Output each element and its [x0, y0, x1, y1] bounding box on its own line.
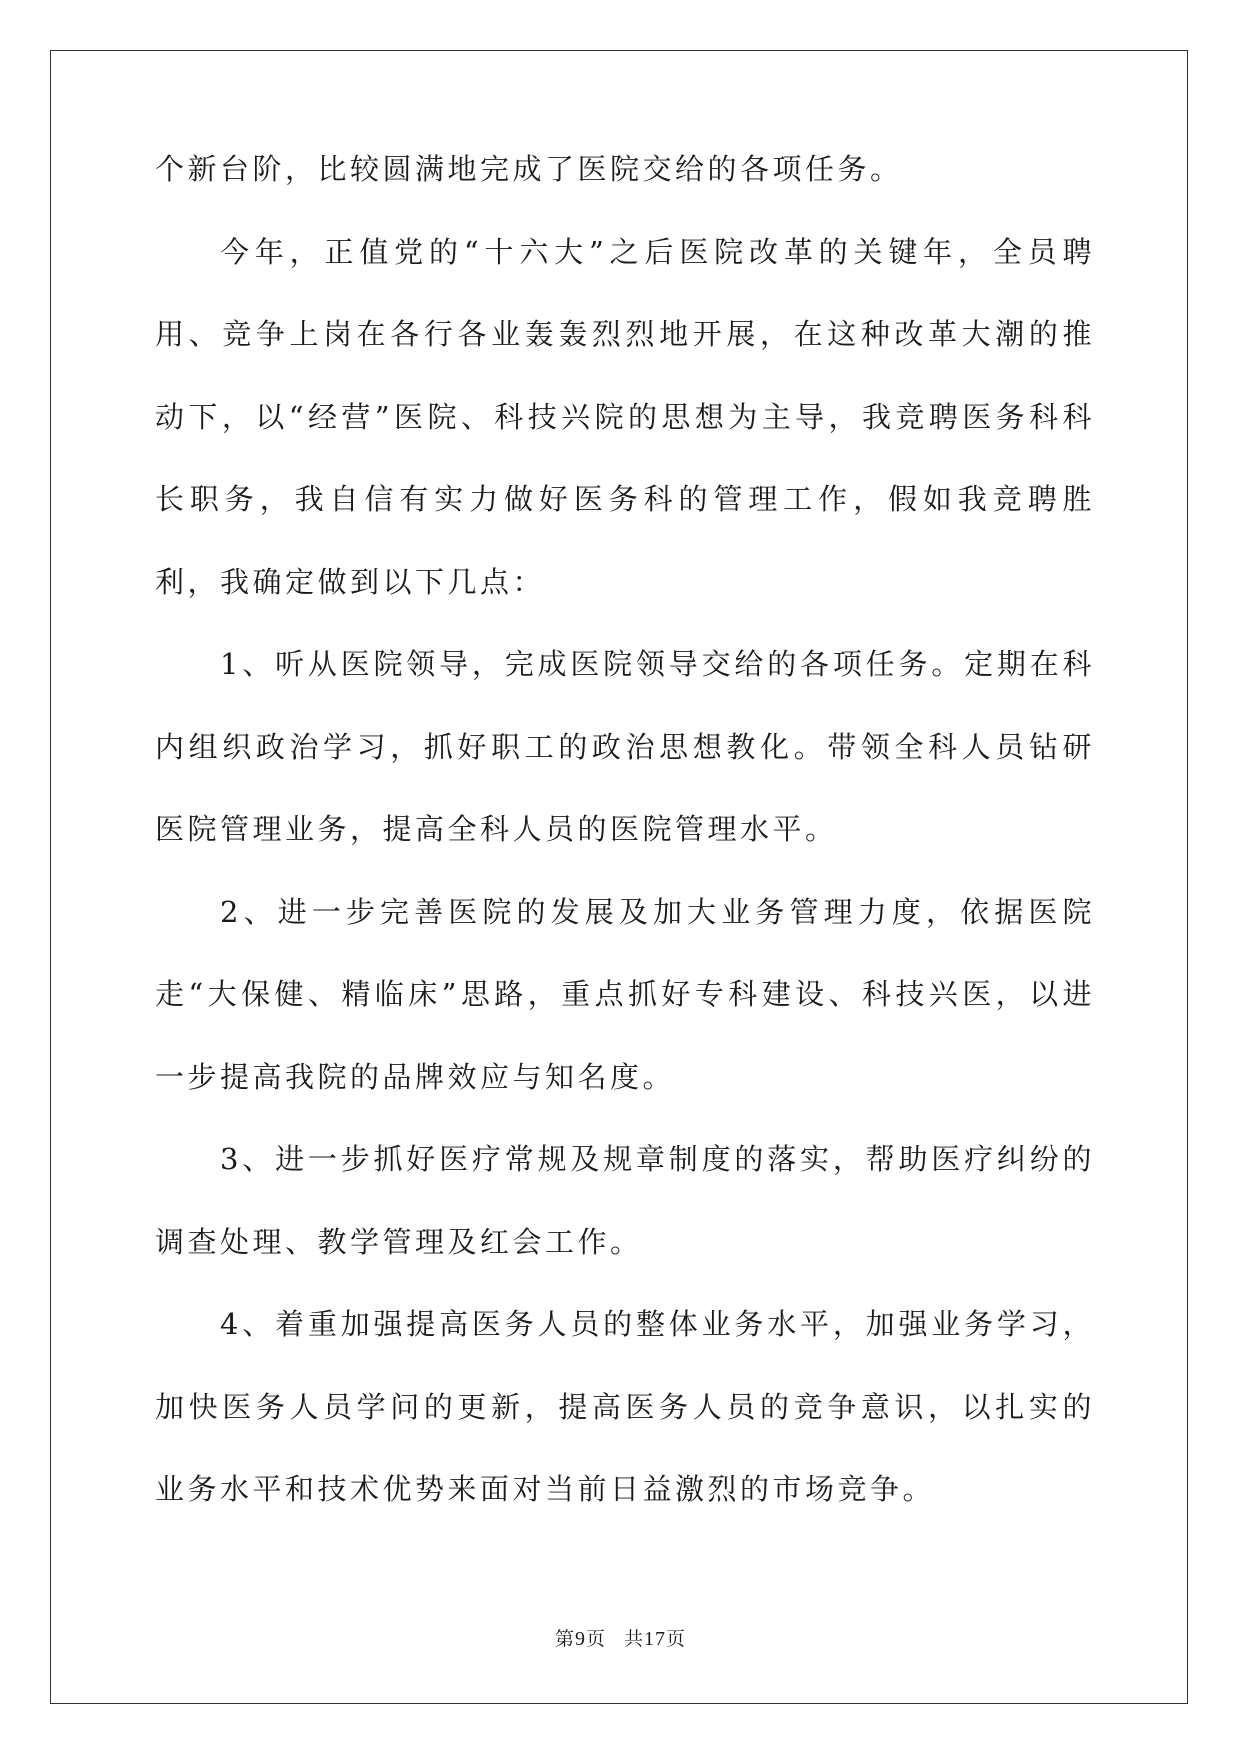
page-label-prefix: 第 [554, 1628, 575, 1650]
total-label-prefix: 共 [624, 1628, 645, 1650]
paragraph-continuation: 个新台阶，比较圆满地完成了医院交给的各项任务。 [155, 152, 903, 186]
paragraph-point-4: 4、着重加强提高医务人员的整体业务水平，加强业务学习，加快医务人员学问的更新，提高医务人员的竞争意识，以扎实的业务水平和技术优势来面对当前日益激烈的市场竞争。 [155, 1307, 1095, 1506]
paragraph-intro: 今年，正值党的“十六大”之后医院改革的关键年，全员聘用、竞争上岗在各行各业轰轰烈烈地开展，在这种改革大潮的推动下，以“经营”医院、科技兴院的思想为主导，我竞聘医务科科长职务，我自信有实力做好医务科的管理工作，假如我竞聘胜利，我确定做到以下几点： [155, 234, 1095, 599]
document-body [155, 152, 1095, 1531]
page-footer [0, 1624, 1241, 1651]
total-pages: 17 [644, 1628, 667, 1650]
paragraph-point-3: 3、进一步抓好医疗常规及规章制度的落实，帮助医疗纠纷的调查处理、教学管理及红会工作。 [155, 1142, 1095, 1259]
paragraph-point-1: 1、听从医院领导，完成医院领导交给的各项任务。定期在科内组织政治学习，抓好职工的政治思想教化。带领全科人员钻研医院管理业务，提高全科人员的医院管理水平。 [155, 647, 1095, 846]
page-label-suffix: 页 [585, 1628, 606, 1650]
page-number: 9 [574, 1628, 586, 1650]
total-label-suffix: 页 [666, 1628, 687, 1650]
paragraph-point-2: 2、进一步完善医院的发展及加大业务管理力度，依据医院走“大保健、精临床”思路，重点抓好专科建设、科技兴医，以进一步提高我院的品牌效应与知名度。 [155, 894, 1095, 1094]
